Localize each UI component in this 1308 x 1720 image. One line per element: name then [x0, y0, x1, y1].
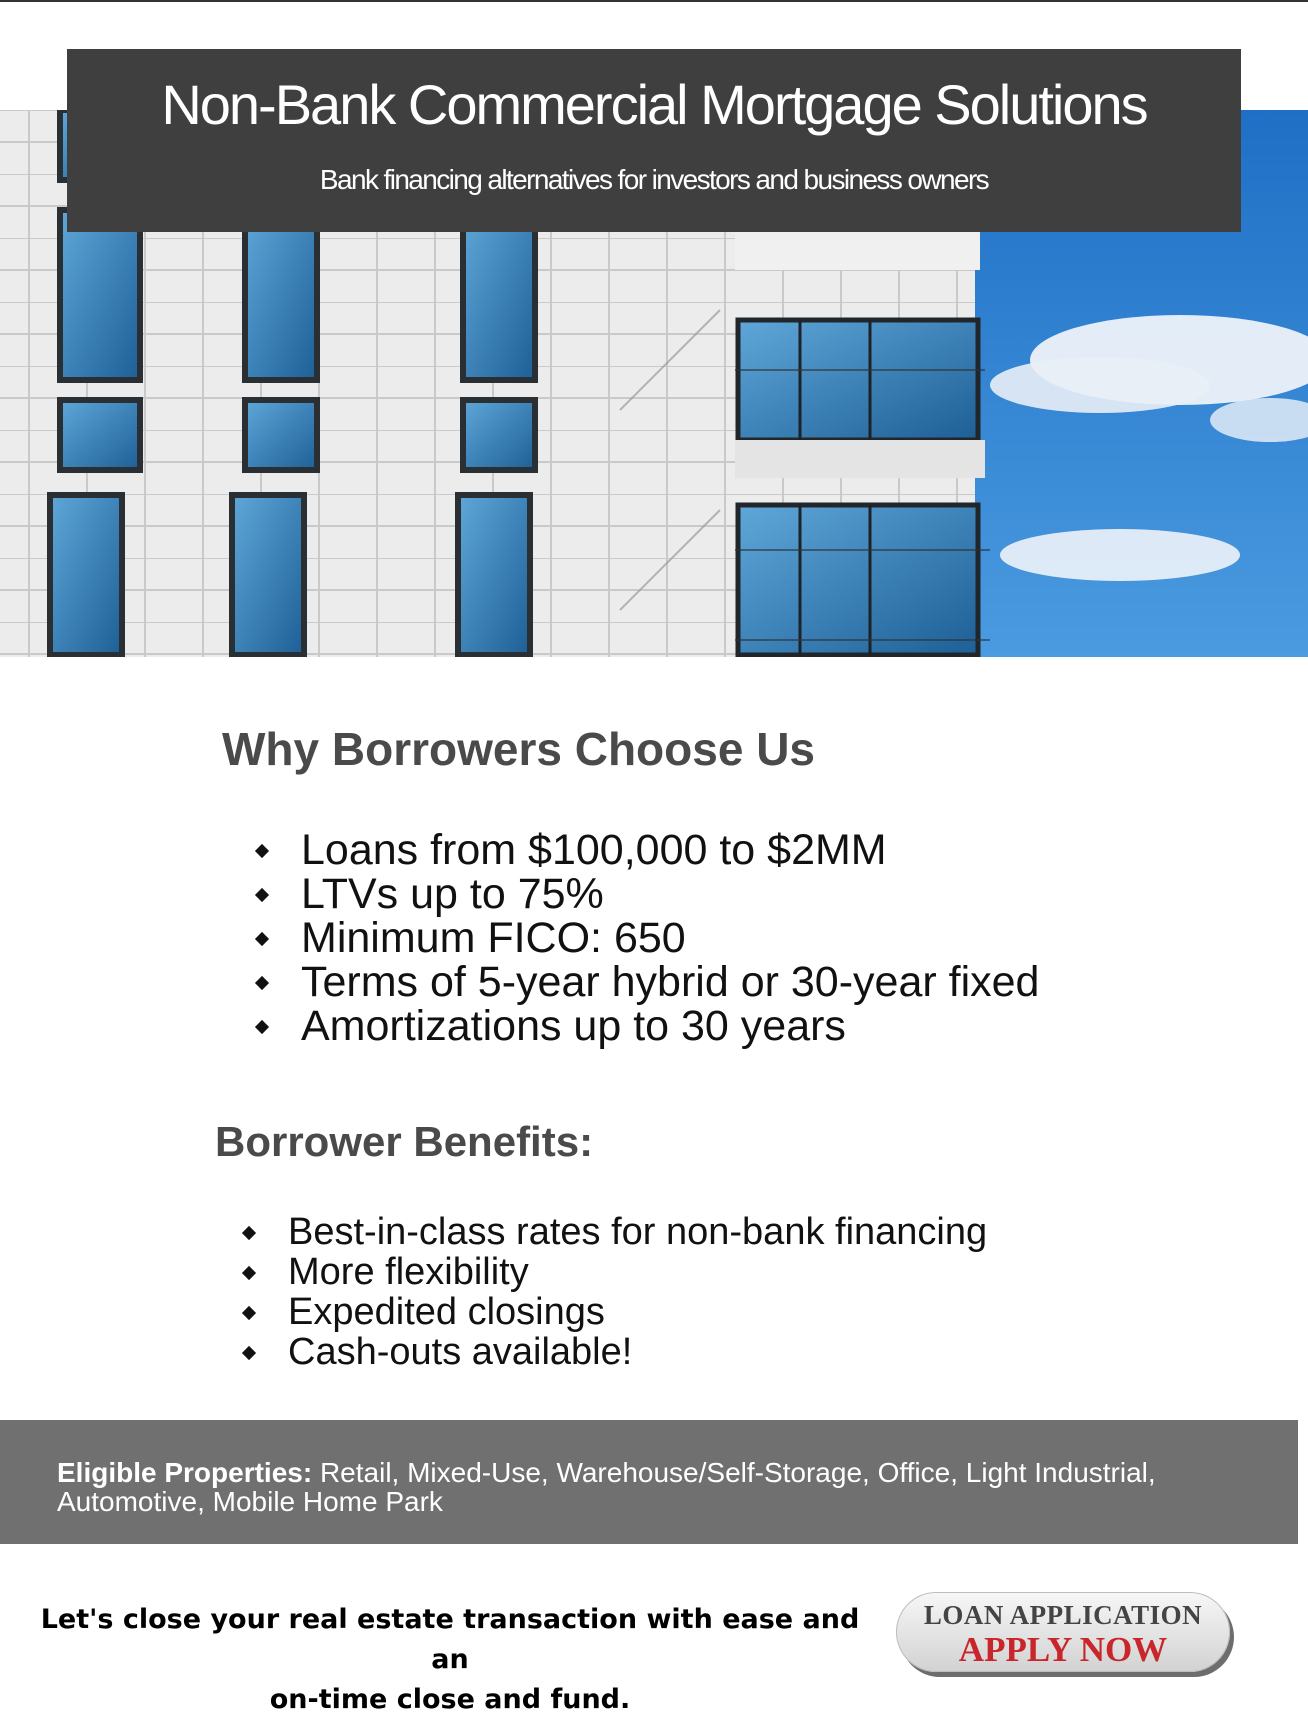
list-item: [240, 1252, 987, 1292]
top-rule: [0, 0, 1308, 2]
eligible-properties-text: [57, 1458, 1257, 1516]
list-item-text: LTVs up to 75%: [301, 870, 604, 918]
list-item: [240, 1332, 987, 1372]
title-banner: [67, 49, 1241, 232]
eligible-label: Eligible Properties:: [57, 1457, 313, 1488]
list-item-text: More flexibility: [288, 1251, 529, 1293]
bullet-icon: [242, 1306, 256, 1320]
bullet-icon: [255, 976, 269, 990]
bullet-icon: [242, 1346, 256, 1360]
bullet-icon: [255, 888, 269, 902]
page-title: Non-Bank Commercial Mortgage Solutions: [161, 73, 1147, 136]
list-item: [253, 828, 1039, 872]
list-item-text: Cash-outs available!: [288, 1331, 633, 1373]
list-item: [253, 960, 1039, 1004]
why-heading: Why Borrowers Choose Us: [222, 723, 815, 775]
list-item: [240, 1212, 987, 1252]
list-item: [253, 916, 1039, 960]
apply-button-line-1: LOAN APPLICATION: [923, 1600, 1203, 1630]
list-item: [240, 1292, 987, 1332]
apply-button-line-2: APPLY NOW: [958, 1630, 1168, 1669]
why-list: [253, 828, 1039, 1048]
closing-message: [40, 1600, 860, 1720]
list-item-text: Amortizations up to 30 years: [301, 1002, 846, 1050]
benefits-heading: Borrower Benefits:: [215, 1118, 594, 1165]
apply-now-button[interactable]: [896, 1592, 1230, 1672]
bullet-icon: [255, 1020, 269, 1034]
bullet-icon: [242, 1226, 256, 1240]
closing-line-1: Let's close your real estate transaction with ease and an: [40, 1604, 860, 1675]
benefits-list: [240, 1212, 987, 1372]
list-item-text: Minimum FICO: 650: [301, 914, 686, 962]
bullet-icon: [255, 932, 269, 946]
page-subtitle: Bank financing alternatives for investors and business owners: [319, 164, 989, 195]
list-item: [253, 1004, 1039, 1048]
list-item-text: Terms of 5-year hybrid or 30-year fixed: [301, 958, 1040, 1006]
eligible-value: Retail, Mixed-Use, Warehouse/Self-Storage, Office, Light Industrial, Automotive, Mobile Home Park: [57, 1457, 1156, 1517]
list-item-text: Expedited closings: [288, 1291, 605, 1333]
bullet-icon: [255, 844, 269, 858]
closing-line-2: on-time close and fund.: [269, 1684, 631, 1715]
list-item-text: Loans from $100,000 to $2MM: [301, 826, 887, 874]
eligible-properties-band: [0, 1420, 1298, 1544]
list-item-text: Best-in-class rates for non-bank financing: [288, 1211, 988, 1253]
bullet-icon: [242, 1266, 256, 1280]
list-item: [253, 872, 1039, 916]
